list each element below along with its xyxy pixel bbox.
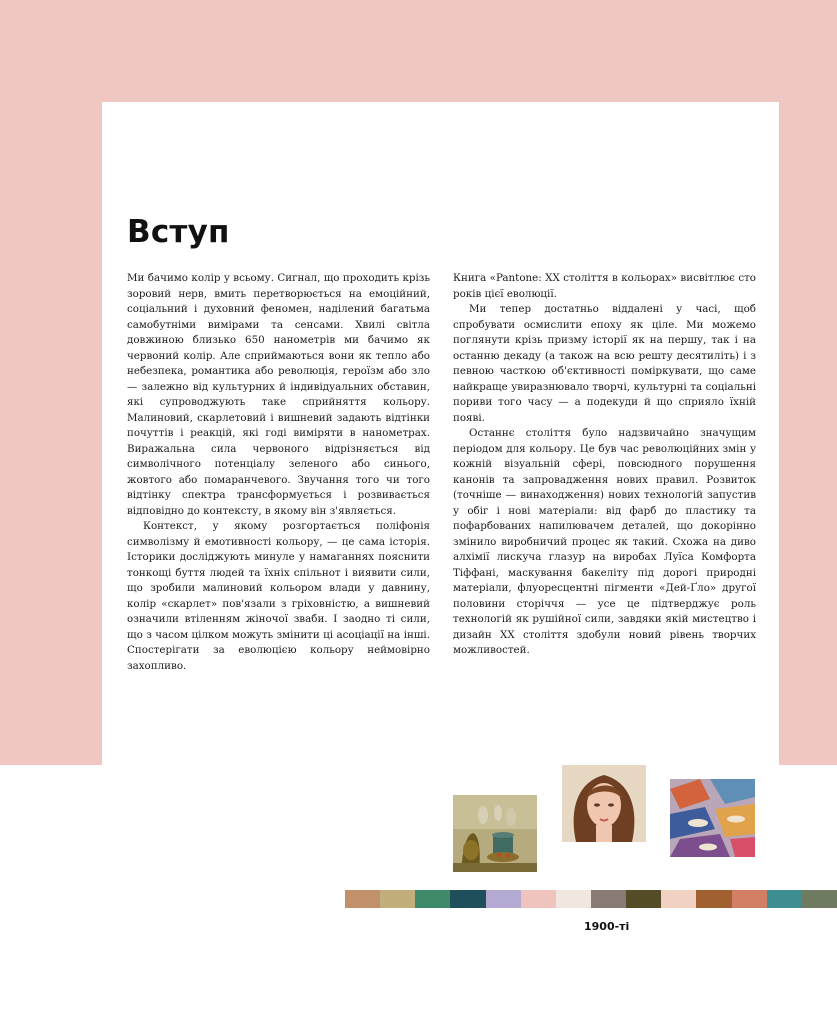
color-swatch xyxy=(486,890,521,908)
color-swatch xyxy=(696,890,731,908)
portrait-thumbnail xyxy=(562,765,646,842)
paragraph: Ми тепер достатньо віддалені у часі, щоб спробувати осмислити епоху як ціле. Ми можемо поглянути крізь призму історії як на першу, так і на останню декаду (а також на всю решту десятиліть) і з певною часткою об'єктивності поміркувати, що саме найкраще увиразнювало творчі, культурні та соціальні пориви того часу — а подекуди й що сприяло їхній появі. xyxy=(453,303,756,424)
color-swatch xyxy=(661,890,696,908)
color-swatch xyxy=(521,890,556,908)
right-text-column xyxy=(453,271,756,659)
color-swatch xyxy=(345,890,380,908)
color-swatch xyxy=(802,890,837,908)
page-title: Вступ xyxy=(127,214,230,250)
color-swatch xyxy=(556,890,591,908)
decade-label: 1900-ті xyxy=(584,920,630,933)
color-swatch xyxy=(380,890,415,908)
paragraph: Ми бачимо колір у всьому. Сигнал, що проходить крізь зоровий нерв, вмить перетворюється на емоційний, соціальний і духовний феномен, наділений багатьма самобутніми вимірами та сенсами. Хвилі світла довжиною близько 650 нанометрів ми бачимо як червоний колір. Але сприймаються вони як тепло або небезпека, романтика або революція, героїзм або зло — залежно від культурних й індивідуальних обставин, які супроводжують таке сприйняття кольору. Малиновий, скарлетовий і вишневий задають відтінки почуттів і реакцій, які годі виміряти в нанометрах. Виражальна сила червоного відрізняється від символічного потенціалу зеленого або синього, жовтого або помаранчевого. Звучання того чи того відтінку спектра трансформується і розвивається відповідно до контексту, в якому він з'являється. xyxy=(127,272,430,517)
color-swatch xyxy=(450,890,485,908)
color-swatch xyxy=(591,890,626,908)
color-swatch xyxy=(415,890,450,908)
paragraph: Книга «Pantone: XX століття в кольорах» висвітлює сто років цієї еволюції. xyxy=(453,272,756,300)
paragraph: Останнє століття було надзвичайно значущим періодом для кольору. Це був час революційних змін у кожній візуальній сфері, повсюдного порушення канонів та запровадження нових правил. Розвиток (точніше — винаходження) нових технологій запустив у обіг і нові матеріали: від фарб до пластику та пофарбованих напилювачем деталей, що докорінно змінило виробничий процес як такий. Схожа на диво алхімії лискуча глазур на виробах Луїса Комфорта Тіффані, маскування бакеліту під дорогі природні матеріали, флуоресцентні пігменти «Дей-Ґло» другої половини сторіччя — усе це підтверджує роль технологій як рушійної сили, завдяки якій мистецтво і дизайн XX століття здобули новий рівень творчих можливостей. xyxy=(453,427,756,656)
text-panel xyxy=(102,102,779,765)
color-swatch xyxy=(732,890,767,908)
left-text-column xyxy=(127,271,430,674)
color-swatch xyxy=(767,890,802,908)
still-life-thumbnail xyxy=(453,795,537,872)
color-swatch xyxy=(626,890,661,908)
paragraph: Контекст, у якому розгортається поліфонія символізму й емотивності кольору, — це сама історія. Історики досліджують минуле у намаганнях пояснити тонкощі буття людей та їхніх спільнот і виявити сили, що зробили малиновий кольором влади у давнину, колір «скарлет» пов'язали з гріховністю, а вишневий означили втіленням жіночої зваби. І заодно ті сили, що з часом цілком можуть змінити ці асоціації на інші. Спостерігати за еволюцією кольору неймовірно захопливо. xyxy=(127,520,430,672)
color-palette-strip xyxy=(345,890,837,908)
abstract-painting-thumbnail xyxy=(670,779,755,857)
